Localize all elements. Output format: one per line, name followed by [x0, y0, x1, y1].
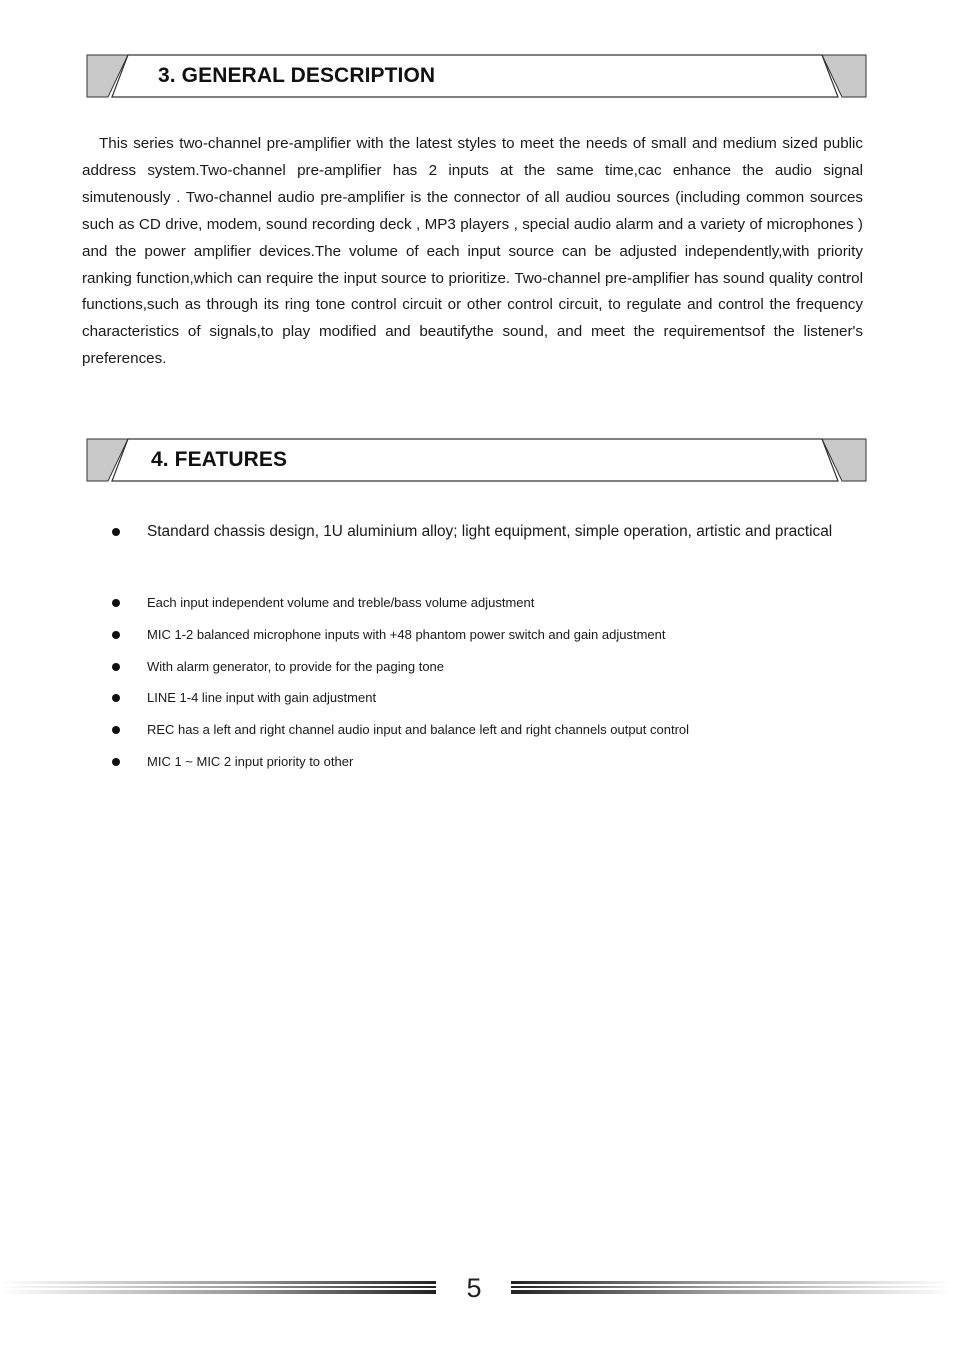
bullet-icon: [112, 528, 120, 536]
general-description-text: [82, 131, 863, 373]
feature-text: Standard chassis design, 1U aluminium alloy; light equipment, simple operation, artistic and practical: [147, 523, 833, 540]
feature-text: MIC 1-2 balanced microphone inputs with +48 phantom power switch and gain adjustment: [147, 627, 666, 642]
bullet-icon: [112, 599, 120, 607]
section-title: 4. FEATURES: [151, 448, 288, 471]
feature-text: REC has a left and right channel audio input and balance left and right channels output control: [147, 722, 690, 737]
section-banner-general-description: [86, 54, 868, 98]
description-paragraph: This series two-channel pre-amplifier with the latest styles to meet the needs of small and medium sized public address system.Two-channel pre-amplifier has 2 inputs at the same time,cac enhance the audio signal simutenously . Two-channel audio pre-amplifier is the connector of all audiou sources (including common sources such as CD drive, modem, sound recording deck , MP3 players , special audio alarm and a variety of microphones ) and the power amplifier devices.The volume of each input source can be adjusted independently,with priority ranking function,which can require the input source to prioritize. Two-channel pre-amplifier has sound quality control functions,such as through its ring tone control circuit or other control circuit, to regulate and control the frequency characteristics of signals,to play modified and beautifythe sound, and meet the requirementsof the listener's preferences.: [82, 135, 863, 368]
feature-text: LINE 1-4 line input with gain adjustment: [147, 690, 377, 705]
bullet-icon: [112, 631, 120, 639]
feature-text: MIC 1 ~ MIC 2 input priority to other: [147, 754, 354, 769]
section-banner-features: [86, 438, 868, 482]
section-title: 3. GENERAL DESCRIPTION: [158, 64, 436, 87]
page-number: 5: [466, 1273, 482, 1303]
bullet-icon: [112, 694, 120, 702]
feature-text: Each input independent volume and treble/bass volume adjustment: [147, 595, 535, 610]
bullet-icon: [112, 663, 120, 671]
feature-text: With alarm generator, to provide for the paging tone: [147, 659, 445, 674]
page-footer: [0, 1270, 954, 1306]
bullet-icon: [112, 758, 120, 766]
bullet-icon: [112, 726, 120, 734]
